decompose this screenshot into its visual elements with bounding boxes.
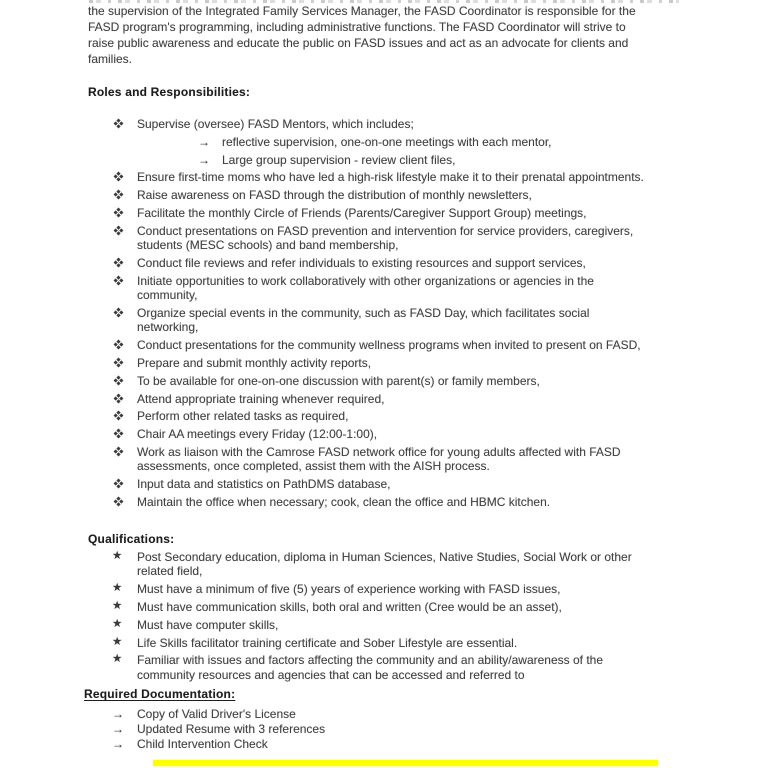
roles-heading: Roles and Responsibilities: [88, 85, 251, 99]
sub-list [137, 135, 702, 167]
arrow-bullet-icon: → [112, 722, 124, 736]
list-item [88, 600, 702, 614]
list-item [88, 737, 702, 752]
list-item-text: Conduct presentations on FASD prevention and intervention for service providers, caregivers, students (MESC schools) and band membership, [137, 223, 634, 253]
list-item [88, 409, 702, 423]
star-bullet-icon: ★ [112, 600, 123, 612]
four-diamond-bullet-icon [114, 447, 124, 457]
list-item-text: Familiar with issues and factors affecting the community and an ability/awareness of the community resources and agencies that can be accessed and referred to [137, 653, 604, 682]
four-diamond-bullet-icon [114, 172, 124, 182]
list-item [88, 374, 702, 388]
four-diamond-bullet-icon [114, 393, 124, 403]
list-item [88, 618, 702, 632]
star-bullet-icon: ★ [112, 550, 123, 562]
list-item-text: Conduct presentations for the community wellness programs when invited to present on FASD, [137, 338, 641, 353]
arrow-bullet-icon: → [112, 737, 124, 751]
list-item-text: Prepare and submit monthly activity reports, [137, 355, 372, 370]
list-item-text: Copy of Valid Driver's License [137, 707, 296, 721]
four-diamond-bullet-icon [114, 308, 124, 318]
list-item [88, 256, 702, 270]
list-item [88, 188, 702, 202]
four-diamond-bullet-icon [114, 497, 124, 507]
list-item-text: Input data and statistics on PathDMS database, [137, 477, 391, 492]
list-item-text: Life Skills facilitator training certificate and Sober Lifestyle are essential. [137, 635, 518, 650]
intro-paragraph [88, 3, 688, 67]
list-item [88, 338, 702, 352]
list-item-text: Maintain the office when necessary; cook, clean the office and HBMC kitchen. [137, 494, 551, 509]
list-item-text: Must have computer skills, [137, 617, 279, 632]
four-diamond-bullet-icon [114, 225, 124, 235]
paragraph-line: families. [88, 52, 133, 66]
four-diamond-bullet-icon [114, 479, 124, 489]
list-item-text: Updated Resume with 3 references [137, 722, 326, 736]
list-item-text: Supervise (oversee) FASD Mentors, which includes; [137, 117, 414, 131]
list-item-text: Work as liaison with the Camrose FASD network office for young adults affected with FASD assessments, once completed, assist them with the AISH process. [137, 444, 621, 474]
list-item [88, 495, 702, 509]
list-item-text: Organize special events in the community, such as FASD Day, which facilitates social networking, [137, 305, 590, 335]
list-item-text: Initiate opportunities to work collaboratively with other organizations or agencies in the community, [137, 273, 594, 303]
four-diamond-bullet-icon [114, 340, 124, 350]
four-diamond-bullet-icon [114, 258, 124, 268]
highlighted-bar [153, 760, 658, 766]
sub-list-item [137, 153, 702, 167]
required-documentation-list [88, 707, 702, 752]
list-item [88, 274, 702, 303]
list-item [88, 445, 702, 474]
list-item [88, 356, 702, 370]
list-item-text: Large group supervision - review client files, [222, 152, 456, 167]
four-diamond-bullet-icon [114, 411, 124, 421]
list-item [88, 636, 702, 650]
list-item-text: Child Intervention Check [137, 737, 268, 751]
arrow-bullet-icon: → [198, 134, 210, 149]
list-item-text: Post Secondary education, diploma in Human Sciences, Native Studies, Social Work or other related field, [137, 550, 632, 579]
four-diamond-bullet-icon [114, 208, 124, 218]
paragraph-line: raise public awareness and educate the public on FASD issues and act as an advocate for clients and [88, 36, 629, 50]
list-item-text: Chair AA meetings every Friday (12:00-1:00), [137, 427, 378, 442]
paragraph-line: FASD program's programming, including administrative functions. The FASD Coordinator will strive to [88, 20, 626, 34]
list-item [88, 224, 702, 253]
sub-list-item [137, 135, 702, 149]
list-item-text: reflective supervision, one-on-one meetings with each mentor, [222, 134, 552, 149]
roles-list [88, 117, 702, 513]
list-item-text: To be available for one-on-one discussion with parent(s) or family members, [137, 373, 540, 388]
star-bullet-icon: ★ [112, 653, 123, 666]
star-bullet-icon: ★ [112, 635, 123, 648]
arrow-bullet-icon: → [198, 152, 210, 167]
paragraph-line: the supervision of the Integrated Family Services Manager, the FASD Coordinator is responsible for the [88, 4, 636, 18]
list-item [88, 707, 702, 722]
four-diamond-bullet-icon [114, 375, 124, 385]
qualifications-list [88, 550, 702, 686]
list-item [88, 582, 702, 596]
four-diamond-bullet-icon [114, 429, 124, 439]
list-item [88, 392, 702, 406]
list-item-text: Conduct file reviews and refer individuals to existing resources and support services, [137, 255, 586, 270]
list-item [88, 306, 702, 335]
list-item [88, 206, 702, 220]
list-item [88, 477, 702, 491]
list-item-text: Attend appropriate training whenever required, [137, 391, 385, 406]
list-item [88, 117, 702, 167]
star-bullet-icon: ★ [112, 582, 123, 595]
four-diamond-bullet-icon [114, 119, 124, 129]
star-bullet-icon: ★ [112, 617, 123, 630]
required-documentation-heading: Required Documentation: [84, 687, 236, 701]
list-item-text: Facilitate the monthly Circle of Friends (Parents/Caregiver Support Group) meetings, [137, 205, 587, 220]
list-item [88, 653, 702, 682]
list-item-text: Raise awareness on FASD through the distribution of monthly newsletters, [137, 188, 532, 203]
four-diamond-bullet-icon [114, 190, 124, 200]
qualifications-heading: Qualifications: [88, 532, 175, 546]
list-item [88, 170, 702, 184]
list-item [88, 427, 702, 441]
list-item-text: Perform other related tasks as required, [137, 409, 349, 424]
list-item [88, 722, 702, 737]
arrow-bullet-icon: → [112, 707, 124, 721]
list-item [88, 550, 702, 579]
list-item-text: Must have communication skills, both oral and written (Cree would be an asset), [137, 600, 562, 614]
four-diamond-bullet-icon [114, 275, 124, 285]
list-item-text: Ensure first-time moms who have led a high-risk lifestyle make it to their prenatal appointments. [137, 170, 644, 185]
four-diamond-bullet-icon [114, 358, 124, 368]
list-item-text: Must have a minimum of five (5) years of experience working with FASD issues, [137, 582, 561, 597]
